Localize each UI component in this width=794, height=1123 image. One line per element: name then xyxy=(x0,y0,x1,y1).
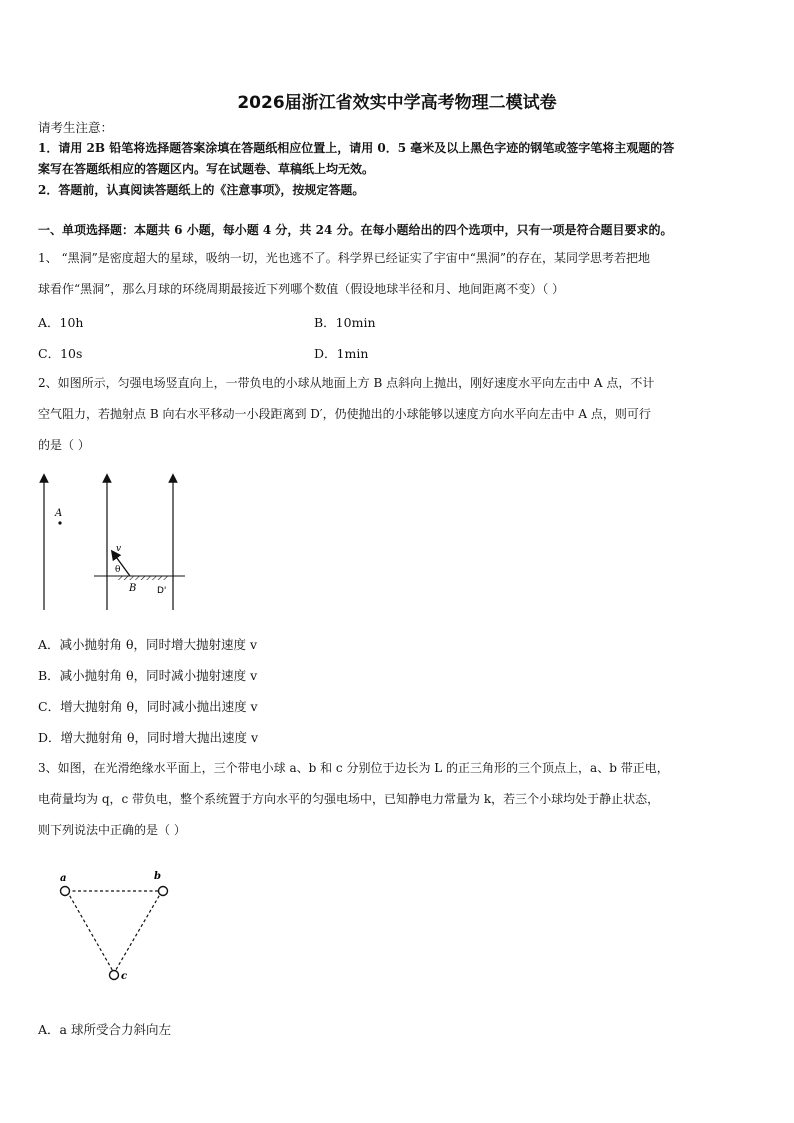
label-ball-b: b xyxy=(154,871,161,882)
ball-a xyxy=(61,887,70,896)
notice-item-1-line-2: 案写在答题纸相应的答题区内。写在试题卷、草稿纸上均无效。 xyxy=(38,162,375,176)
point-a-dot xyxy=(58,521,61,524)
q1-option-b: B．10min xyxy=(314,315,376,330)
q2-option-d: D．增大抛射角 θ，同时增大抛出速度 v xyxy=(38,730,259,745)
ball-c xyxy=(110,971,119,980)
label-d-prime: D' xyxy=(157,586,167,596)
q1-option-d: D．1min xyxy=(314,346,369,361)
label-a: A xyxy=(55,508,63,519)
side-ac xyxy=(67,891,114,973)
section-heading: 一、单项选择题：本题共 6 小题，每小题 4 分，共 24 分。在每小题给出的四个选项中，只有一项是符合题目要求的。 xyxy=(38,223,673,237)
q3-stem-line-3: 则下列说法中正确的是（ ） xyxy=(38,823,186,837)
label-v: v xyxy=(116,544,122,554)
q2-figure xyxy=(30,470,200,615)
page-title: 2026届浙江省效实中学高考物理二模试卷 xyxy=(237,93,557,113)
notice-item-1-line-1: 1．请用 2B 铅笔将选择题答案涂填在答题纸相应位置上，请用 0．5 毫米及以上黑色字迹的钢笔或签字笔将主观题的答 xyxy=(38,141,675,155)
q3-figure xyxy=(50,862,180,987)
q2-option-a: A．减小抛射角 θ，同时增大抛射速度 v xyxy=(38,637,258,652)
q2-option-c: C．增大抛射角 θ，同时减小抛出速度 v xyxy=(38,699,258,714)
q3-stem-line-1: 3、如图，在光滑绝缘水平面上，三个带电小球 a、b 和 c 分别位于边长为 L 的正三角形的三个顶点上，a、b 带正电， xyxy=(38,761,669,775)
q2-stem-line-1: 2、如图所示，匀强电场竖直向上，一带负电的小球从地面上方 B 点斜向上抛出，刚好速度水平向左击中 A 点，不计 xyxy=(38,376,655,390)
q3-option-a: A．a 球所受合力斜向左 xyxy=(38,1022,171,1037)
notice-heading: 请考生注意： xyxy=(38,120,114,135)
q3-stem-line-2: 电荷量均为 q，c 带负电，整个系统置于方向水平的匀强电场中，已知静电力常量为 k，若三个小球均处于静止状态， xyxy=(38,792,660,806)
label-b: B xyxy=(129,583,137,594)
q1-stem-line-1: 1、 “黑洞”是密度超大的星球，吸纳一切，光也逃不了。科学界已经证实了宇宙中“黑洞”的存在，某同学思考若把地 xyxy=(38,251,650,265)
notice-item-2: 2．答题前，认真阅读答题纸上的《注意事项》，按规定答题。 xyxy=(38,183,365,197)
q1-option-c: C．10s xyxy=(38,346,83,361)
q1-stem-line-2: 球看作“黑洞”，那么月球的环绕周期最接近下列哪个数值（假设地球半径和月、地间距离不变）（ ） xyxy=(38,282,565,296)
label-ball-a: a xyxy=(60,873,67,884)
label-ball-c: c xyxy=(121,971,128,982)
q1-option-a: A．10h xyxy=(38,315,84,330)
q2-option-b: B．减小抛射角 θ，同时减小抛射速度 v xyxy=(38,668,258,683)
side-bc xyxy=(114,891,162,973)
ball-b xyxy=(159,887,168,896)
q2-stem-line-3: 的是（ ） xyxy=(38,438,90,452)
label-theta: θ xyxy=(115,565,121,575)
ground-hatch xyxy=(118,576,168,580)
q2-stem-line-2: 空气阻力，若抛射点 B 向右水平移动一小段距离到 D′，仍使抛出的小球能够以速度方向水平向左击中 A 点，则可行 xyxy=(38,407,651,421)
